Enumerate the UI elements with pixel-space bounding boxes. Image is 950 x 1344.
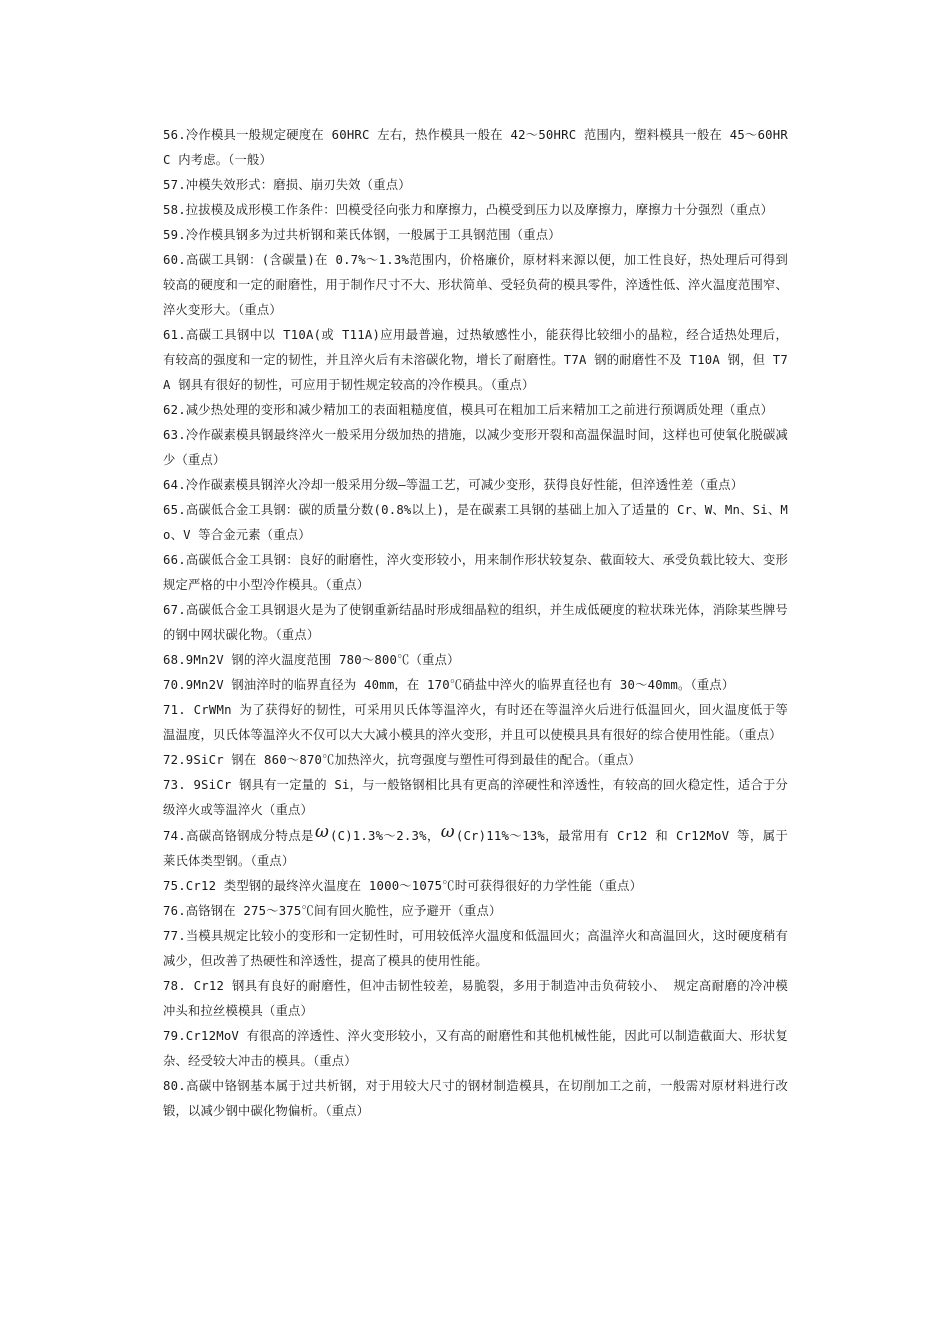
paragraph-76: 76.高铬钢在 275～375℃间有回火脆性，应予避开（重点） <box>163 904 502 918</box>
paragraph-59: 59.冷作模具钢多为过共析钢和莱氏体钢，一般属于工具钢范围（重点） <box>163 228 561 242</box>
paragraph-75: 75.Cr12 类型钢的最终淬火温度在 1000～1075℃时可获得很好的力学性能（重点） <box>163 879 643 893</box>
paragraph-74-part-1: 74.高碳高铬钢成分特点是 <box>163 829 314 843</box>
paragraph-71: 71. CrWMn 为了获得好的韧性，可采用贝氏体等温淬火，有时还在等温淬火后进行低温回火，回火温度低于等温温度，贝氏体等温淬火不仅可以大大减小模具的淬火变形，并且可以使模具具有很好的综合使用性能。（重点） <box>163 703 788 742</box>
document-page <box>163 123 788 1124</box>
paragraph-74 <box>163 823 788 874</box>
omega-symbol: ω <box>314 822 329 842</box>
paragraph-79: 79.Cr12MoV 有很高的淬透性、淬火变形较小，又有高的耐磨性和其他机械性能，因此可以制造截面大、形状复杂、经受较大冲击的模具。（重点） <box>163 1029 788 1068</box>
paragraph-65: 65.高碳低合金工具钢：碳的质量分数(0.8%以上)，是在碳素工具钢的基础上加入了适量的 Cr、W、Mn、Si、Mo、V 等合金元素（重点） <box>163 503 788 542</box>
paragraph-61: 61.高碳工具钢中以 T10A(或 T11A)应用最普遍，过热敏感性小，能获得比较细小的晶粒，经合适热处理后，有较高的强度和一定的韧性，并且淬火后有未溶碳化物，增长了耐磨性。T7A 钢的耐磨性不及 T10A 钢，但 T7A 钢具有很好的韧性，可应用于韧性规定较高的冷作模具。（重点） <box>163 328 788 392</box>
paragraph-74-part-3: (Cr)11%～13%，最常用有 Cr12 和 Cr12MoV 等，属于莱氏体类型钢。（重点） <box>163 829 788 868</box>
paragraph-70: 70.9Mn2V 钢油淬时的临界直径为 40mm，在 170℃硝盐中淬火的临界直径也有 30～40mm。（重点） <box>163 678 735 692</box>
paragraph-58: 58.拉拔模及成形模工作条件：凹模受径向张力和摩擦力，凸模受到压力以及摩擦力，摩擦力十分强烈（重点） <box>163 203 774 217</box>
paragraph-63: 63.冷作碳素模具钢最终淬火一般采用分级加热的措施，以减少变形开裂和高温保温时间，这样也可使氧化脱碳减少（重点） <box>163 428 788 467</box>
paragraph-77: 77.当模具规定比较小的变形和一定韧性时，可用较低淬火温度和低温回火；高温淬火和高温回火，这时硬度稍有减少，但改善了热硬性和淬透性，提高了模具的使用性能。 <box>163 929 788 968</box>
paragraph-74-part-2: (C)1.3%～2.3%， <box>330 829 440 843</box>
paragraph-67: 67.高碳低合金工具钢退火是为了使钢重新结晶时形成细晶粒的组织，并生成低硬度的粒状珠光体，消除某些牌号的钢中网状碳化物。（重点） <box>163 603 788 642</box>
paragraph-72: 72.9SiCr 钢在 860～870℃加热淬火，抗弯强度与塑性可得到最佳的配合。（重点） <box>163 753 641 767</box>
paragraph-80: 80.高碳中铬钢基本属于过共析钢，对于用较大尺寸的钢材制造模具，在切削加工之前，一般需对原材料进行改锻，以减少钢中碳化物偏析。（重点） <box>163 1079 788 1118</box>
paragraph-64: 64.冷作碳素模具钢淬火冷却一般采用分级—等温工艺，可减少变形，获得良好性能，但淬透性差（重点） <box>163 478 744 492</box>
paragraph-66: 66.高碳低合金工具钢：良好的耐磨性，淬火变形较小，用来制作形状较复杂、截面较大、承受负载比较大、变形规定严格的中小型冷作模具。（重点） <box>163 553 788 592</box>
paragraph-56: 56.冷作模具一般规定硬度在 60HRC 左右，热作模具一般在 42～50HRC 范围内，塑料模具一般在 45～60HRC 内考虑。（一般） <box>163 128 788 167</box>
paragraph-73: 73. 9SiCr 钢具有一定量的 Si，与一般铬钢相比具有更高的淬硬性和淬透性，有较高的回火稳定性，适合于分级淬火或等温淬火（重点） <box>163 778 788 817</box>
paragraph-78: 78. Cr12 钢具有良好的耐磨性，但冲击韧性较差，易脆裂，多用于制造冲击负荷较小、 规定高耐磨的冷冲模冲头和拉丝模模具（重点） <box>163 979 788 1018</box>
paragraph-60: 60.高碳工具钢：(含碳量)在 0.7%～1.3%范围内，价格廉价，原材料来源以便，加工性良好，热处理后可得到较高的硬度和一定的耐磨性，用于制作尺寸不大、形状简单、受轻负荷的模具零件，淬透性低、淬火温度范围窄、淬火变形大。（重点） <box>163 253 788 317</box>
omega-symbol: ω <box>440 822 455 842</box>
paragraph-68: 68.9Mn2V 钢的淬火温度范围 780～800℃（重点） <box>163 653 460 667</box>
paragraph-57: 57.冲模失效形式：磨损、崩刃失效（重点） <box>163 178 411 192</box>
paragraph-62: 62.减少热处理的变形和减少精加工的表面粗糙度值，模具可在粗加工后来精加工之前进行预调质处理（重点） <box>163 403 774 417</box>
